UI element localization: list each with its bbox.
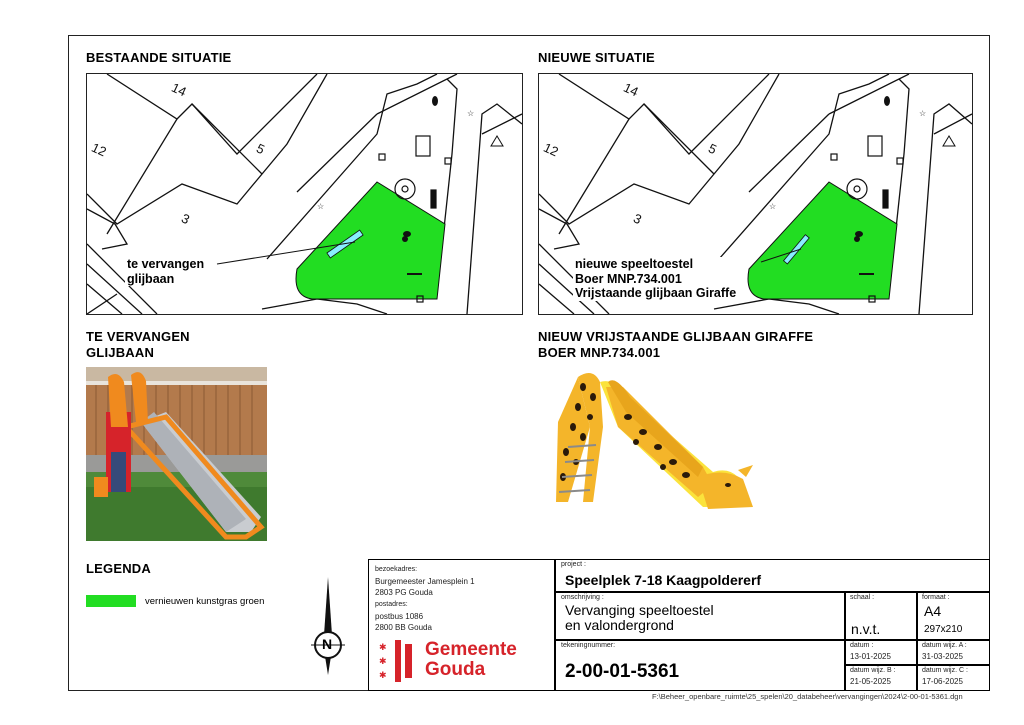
- rev-b-label: datum wijz. B :: [850, 667, 896, 674]
- map-new: [538, 73, 973, 315]
- description: [565, 603, 714, 633]
- scale-label: schaal :: [850, 594, 875, 601]
- map-new-label-line-1: nieuwe speeltoestel: [575, 257, 694, 271]
- date-value: 13-01-2025: [850, 652, 891, 661]
- post-city: 2800 BB Gouda: [375, 623, 432, 632]
- north-label: N: [322, 636, 333, 652]
- svg-text:☆: ☆: [317, 202, 325, 211]
- rev-c-value: 17-06-2025: [922, 677, 963, 686]
- rev-a-label: datum wijz. A :: [922, 642, 967, 649]
- map-existing: [86, 73, 523, 315]
- heading-new-slide: [538, 329, 813, 361]
- project-label: project :: [561, 561, 586, 568]
- file-path: F:\Beheer_openbare_ruimte\25_spelen\20_databeheer\vervangingen\2024\2-00-01-5361.dgn: [652, 692, 963, 701]
- map-existing-number-12: 12: [89, 139, 109, 160]
- north-arrow-icon: [306, 575, 350, 675]
- rev-b-value: 21-05-2025: [850, 677, 891, 686]
- svg-text:☆: ☆: [467, 109, 475, 118]
- map-existing-number-5: 5: [254, 140, 267, 158]
- map-existing-label-line-1: te vervangen: [127, 257, 205, 271]
- gouda-logo-icon: [377, 640, 419, 682]
- rev-c-label: datum wijz. C :: [922, 667, 968, 674]
- photo-new-giraffe-slide: [538, 367, 788, 517]
- map-new-number-14: 14: [621, 79, 641, 100]
- svg-text:✱: ✱: [379, 656, 387, 666]
- logo-line-1: Gemeente: [425, 639, 517, 660]
- project-name: Speelplek 7-18 Kaagpoldererf: [565, 572, 762, 588]
- svg-text:☆: ☆: [919, 109, 927, 118]
- heading-new: NIEUWE SITUATIE: [538, 50, 655, 65]
- svg-text:✱: ✱: [379, 670, 387, 680]
- logo-line-2: Gouda: [425, 659, 486, 680]
- post-box: postbus 1086: [375, 612, 424, 621]
- format-size: 297x210: [924, 624, 963, 635]
- map-existing-number-14: 14: [169, 79, 189, 100]
- legend-title: LEGENDA: [86, 561, 151, 576]
- legend-swatch-green: [86, 595, 136, 607]
- map-existing-label-line-2: glijbaan: [127, 271, 175, 286]
- post-label: postadres:: [375, 601, 408, 608]
- drawing-number-label: tekeningnummer:: [561, 642, 616, 649]
- heading-existing: BESTAANDE SITUATIE: [86, 50, 232, 65]
- description-line-1: Vervanging speeltoestel: [565, 602, 714, 618]
- map-new-label-line-3: Vrijstaande glijbaan Giraffe: [575, 286, 737, 300]
- scale-value: n.v.t.: [851, 621, 881, 637]
- heading-replace: [86, 329, 190, 361]
- map-new-number-3: 3: [631, 210, 644, 228]
- svg-text:✱: ✱: [379, 642, 387, 652]
- svg-text:☆: ☆: [769, 202, 777, 211]
- map-new-label-line-2: Boer MNP.734.001: [575, 271, 682, 286]
- date-label: datum :: [850, 642, 874, 649]
- heading-new-slide-line-2: BOER MNP.734.001: [538, 345, 661, 360]
- map-new-number-5: 5: [706, 140, 719, 158]
- heading-new-slide-line-1: NIEUW VRIJSTAANDE GLIJBAAN GIRAFFE: [538, 329, 814, 344]
- description-label: omschrijving :: [561, 594, 604, 601]
- map-new-label: [573, 257, 738, 301]
- legend-item-label: vernieuwen kunstgras groen: [145, 596, 265, 607]
- description-line-2: en valondergrond: [565, 617, 674, 633]
- map-existing-number-3: 3: [179, 210, 192, 228]
- heading-replace-line-2: GLIJBAAN: [86, 345, 155, 360]
- visit-city: 2803 PG Gouda: [375, 588, 433, 597]
- heading-replace-line-1: TE VERVANGEN: [86, 329, 190, 344]
- gouda-logo-text: [425, 640, 517, 680]
- map-existing-label: [125, 257, 206, 286]
- map-new-number-12: 12: [541, 139, 561, 160]
- format-label: formaat :: [922, 594, 950, 601]
- visit-street: Burgemeester Jamesplein 1: [375, 577, 475, 586]
- format-value: A4: [924, 603, 942, 619]
- drawing-number: 2-00-01-5361: [565, 661, 680, 682]
- rev-a-value: 31-03-2025: [922, 652, 963, 661]
- visit-label: bezoekadres:: [375, 566, 418, 573]
- title-block: [368, 559, 990, 691]
- photo-existing-slide: [86, 367, 267, 541]
